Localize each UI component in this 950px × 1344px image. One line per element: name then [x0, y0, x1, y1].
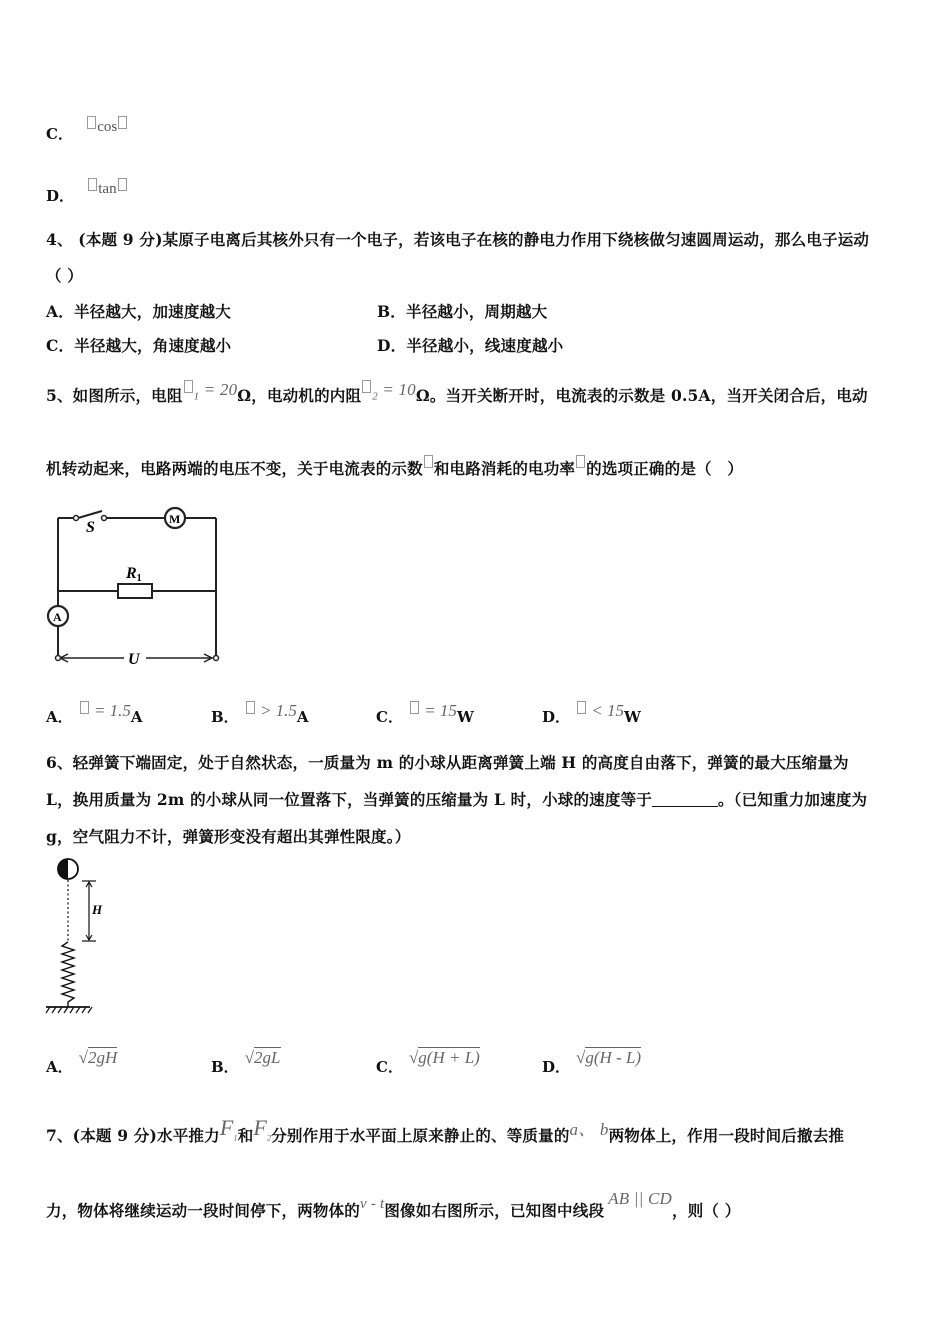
voltage-label: U	[128, 651, 140, 668]
answer-blank[interactable]	[652, 792, 718, 807]
q6-option-b: B． √2gL	[211, 1048, 281, 1076]
q6-stem-line2: L，换用质量为 2m 的小球从同一位置落下，当弹簧的压缩量为 L 时，小球的速度等于 。（已知重力加速度为	[46, 790, 868, 809]
q3-option-c-expr: cos	[86, 119, 128, 135]
option-label: D．	[46, 187, 75, 205]
f2-symbol: $F_2$	[253, 1115, 272, 1143]
q4-option-c: C．半径越大，角速度越小	[46, 336, 232, 355]
motor-label: M	[169, 512, 181, 526]
height-label: H	[92, 902, 103, 917]
q6-spring-diagram	[44, 856, 114, 1016]
switch-contact-right	[102, 516, 107, 521]
q5-option-d: D． < 15W	[542, 701, 641, 726]
q4-option-b: B．半径越小，周期越大	[377, 302, 548, 321]
q4-stem-line2: （ ）	[46, 266, 83, 285]
q5-option-c: C． = 15W	[376, 701, 474, 726]
q4-option-d: D．半径越小，线速度越小	[377, 336, 564, 355]
ab-symbol: a、 b	[569, 1120, 609, 1139]
q5-stem-line1: 5、如图所示，电阻 $_1$ = 20Ω，电动机的内阻 $_2$ = 10Ω。当开关断开时，电流表的示数是 0.5A，当开关闭合后，电动	[46, 380, 868, 405]
q5-circuit-diagram	[44, 500, 224, 670]
q3-option-d-expr: tan	[87, 181, 127, 197]
q4-option-a: A．半径越大，加速度越大	[46, 302, 231, 321]
q6-option-d: D． √g(H - L)	[542, 1048, 642, 1076]
q5-option-a: A． = 1.5A	[46, 701, 143, 726]
terminal-left	[56, 656, 61, 661]
spring	[62, 942, 74, 1007]
f1-symbol: $F_1$	[219, 1115, 238, 1143]
q6-stem-line3: g，空气阻力不计，弹簧形变没有超出其弹性限度。）	[46, 827, 411, 846]
terminal-right	[214, 656, 219, 661]
current-symbol	[424, 455, 433, 468]
option-label: C．	[46, 125, 73, 143]
vt-symbol: v - t	[360, 1196, 385, 1212]
q4-stem-line1: 4、 (本题 9 分)某原子电离后其核外只有一个电子，若该电子在核的静电力作用下绕核做匀速圆周运动，那么电子运动	[46, 230, 870, 249]
q6-stem-line1: 6、轻弹簧下端固定，处于自然状态，一质量为 m 的小球从距离弹簧上端 H 的高度自由落下，弹簧的最大压缩量为	[46, 753, 849, 772]
r1-expr: $_1$ = 20	[183, 380, 238, 399]
abcd-symbol: AB || CD	[608, 1189, 672, 1208]
resistor-label: R1	[126, 565, 142, 584]
r2-expr: $_2$ = 10	[361, 380, 416, 399]
power-symbol	[576, 455, 585, 468]
q5-stem-line2: 机转动起来，电路两端的电压不变，关于电流表的示数 和电路消耗的电功率 的选项正确的是（ ）	[46, 455, 743, 479]
ammeter-label: A	[53, 610, 62, 624]
q3-option-c	[46, 116, 128, 144]
q7-stem-line2: 力，物体将继续运动一段时间停下，两物体的v - t图像如右图所示，已知图中线段AB || CD，则（ ）	[46, 1189, 741, 1220]
q5-option-b: B． > 1.5A	[211, 701, 309, 726]
q3-option-d	[46, 178, 128, 206]
q6-option-a: A． √2gH	[46, 1048, 118, 1076]
switch-contact-left	[74, 516, 79, 521]
q6-option-c: C． √g(H + L)	[376, 1048, 480, 1076]
switch-label: S	[86, 519, 95, 536]
q7-stem-line1: 7、(本题 9 分)水平推力$F_1$和$F_2$分别作用于水平面上原来静止的、等质量的a、 b两物体上，作用一段时间后撤去推	[46, 1115, 845, 1145]
